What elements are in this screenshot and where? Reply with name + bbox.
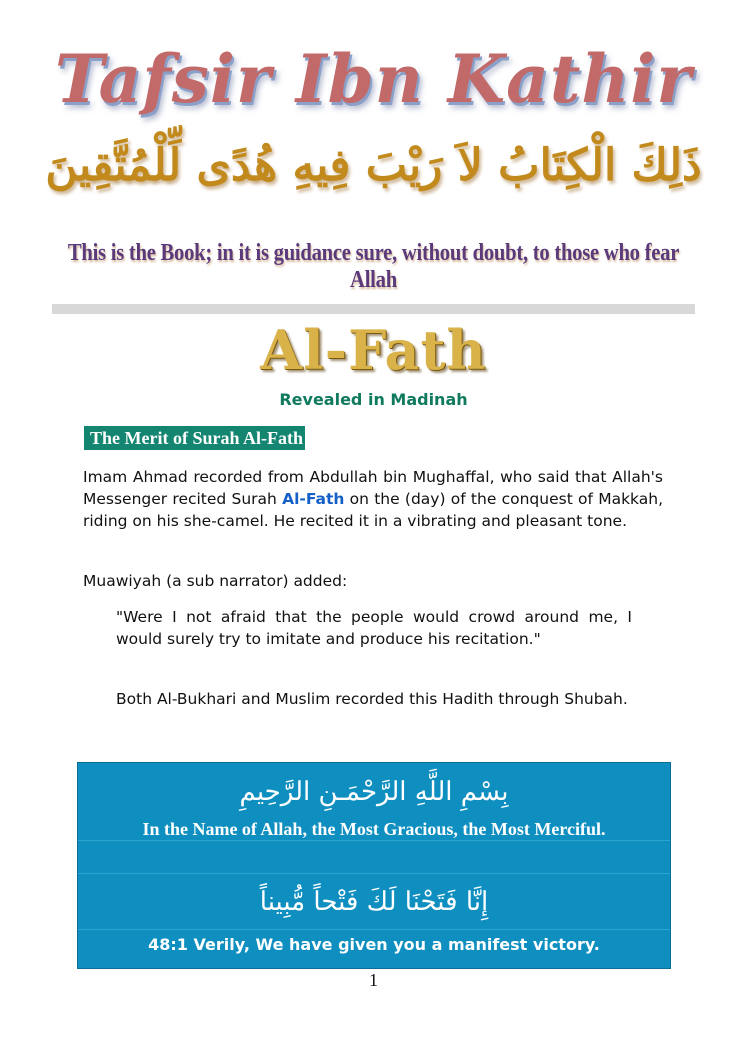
verse-separator: [78, 929, 670, 930]
quote-paragraph: "Were I not afraid that the people would crowd around me, I would surely try to imitate and produce his recitation.": [116, 608, 632, 648]
banner-english-tagline: This is the Book; in it is guidance sure, without doubt, to those who fear Allah: [67, 240, 680, 293]
paragraph-bukhari-muslim: Both Al-Bukhari and Muslim recorded this Hadith through Shubah.: [116, 690, 628, 708]
revelation-place: Revealed in Madinah: [279, 390, 468, 409]
book-title-logo: Tafsir Ibn Kathir: [54, 40, 693, 118]
verse-box: [77, 762, 671, 969]
p1-text-after: on the (day) of the conquest of Makkah, riding on his she-camel. He recited it in a vibrating and pleasant tone.: [83, 490, 664, 530]
section-heading: The Merit of Surah Al-Fath: [84, 426, 305, 450]
paragraph-imam-ahmad: [83, 466, 663, 532]
surah-title: Al-Fath: [260, 318, 487, 382]
header-banner: [0, 0, 747, 300]
page-number: 1: [369, 970, 378, 990]
basmala-english: In the Name of Allah, the Most Gracious, the Most Merciful.: [142, 819, 606, 839]
verse-translation: 48:1 Verily, We have given you a manifest victory.: [148, 935, 600, 954]
p1-text-before: Imam Ahmad recorded from Abdullah bin Mughaffal, who said that Allah's Messenger recited Surah: [83, 468, 663, 508]
banner-arabic-verse: ذَلِكَ الْكِتَابُ لاَ رَيْبَ فِيهِ هُدًى لِّلْمُتَّقِينَ: [45, 140, 702, 191]
paragraph-muawiyah: Muawiyah (a sub narrator) added:: [83, 572, 348, 590]
divider-bar: [52, 304, 695, 314]
surah-name-highlight: Al-Fath: [282, 490, 345, 508]
verse-separator: [78, 873, 670, 874]
verse-arabic: إِنَّا فَتَحْنَا لَكَ فَتْحاً مُّبِيناً: [259, 887, 489, 917]
verse-separator: [78, 840, 670, 841]
basmala-arabic: بِسْمِ اللَّهِ الرَّحْمَـنِ الرَّحِيمِ: [239, 777, 509, 807]
